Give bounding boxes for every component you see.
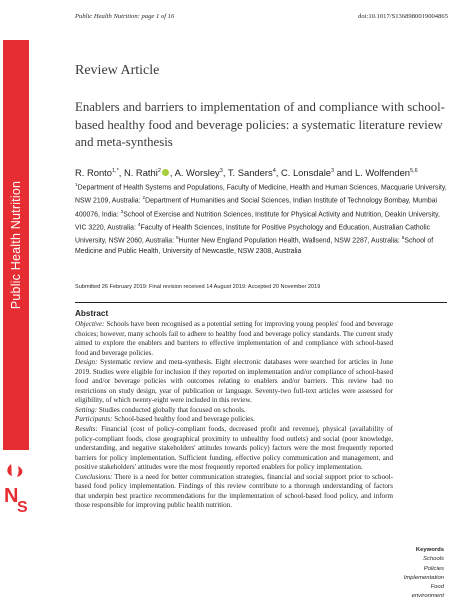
affiliation: Faculty of Health Sciences, Institute for Positive Psychology and Education, Australian Catholic University, NSW 2060, Australia: [75, 224, 431, 245]
affiliations: $^1$Department of Health Systems and Populations, Faculty of Medicine, Health and Human Sciences, Macquarie University, NSW 2109, Australia: $^2$Department of Humanities and Social Sciences, Indian Institute of Technology Bombay, Mumbai 400076, India: $^3$School of Exercise and Nutrition Sciences, Institute for Physical Activity and Nutrition, Deakin University, VIC 3220, Australia: $^4$Faculty of Health Sciences, Institute for Positive Psychology and Education, Australian Catholic University, NSW 2060, Australia: $^5$Hunter New England Population Health, Wallsend, NSW 2287, Australia: $^6$School of Medicine and Public Health, University of Newcastle, NSW 2308, Australia [75, 183, 447, 256]
abstract-paragraph: Results: Financial (cost of policy-compliant foods, decreased profit and revenue), physical (availability of policy-compliant foods, close geographical proximity to unhealthy food outlets) and social (poor knowledge, understanding, and negative stakeholders' attitudes towards policy) factors were the most frequently reported barriers for policy implementation. Sufficient funding, effective policy communication and management, and positive stakeholders' attitudes were the most frequently reported enablers for policy implementation. [75, 425, 393, 472]
keyword: Food environment [411, 584, 444, 600]
author-list: R. Ronto$^{1,*}$, N. Rathi$^2$ , A. Worsley$^3$, T. Sanders$^4$, C. Lonsdale$^3$ and L. Wolfenden$^{5,6}$ [75, 167, 418, 178]
article-title: Enablers and barriers to implementation of and compliance with school-based healthy food and beverage policies: a systematic literature review and meta-synthesis [75, 100, 445, 149]
keywords-box [398, 546, 444, 602]
abstract-heading: Abstract [75, 309, 109, 318]
submission-dates: Submitted 26 February 2019: Final revision received 14 August 2019: Accepted 20 November 2019 [75, 284, 321, 290]
author-affiliation-mark: 4 [272, 167, 276, 174]
journal-logo-icon [3, 462, 29, 522]
abstract-label: Design: [75, 358, 98, 367]
author-name: C. Lonsdale [280, 167, 332, 178]
abstract-label: Participants: [75, 415, 113, 424]
keyword: Implementation [403, 574, 444, 581]
svg-text:N: N [4, 485, 19, 507]
abstract-label: Objective: [75, 320, 105, 328]
author-name: A. Worsley [174, 167, 220, 178]
corresponding-author-mark: * [116, 167, 119, 174]
abstract-paragraph: Participants: School-based healthy food and beverage policies. [75, 415, 255, 424]
abstract-paragraph: Design: Systematic review and meta-synthesis. Eight electronic databases were searched for articles in June 2019. Studies were eligible for inclusion if they reported on implementation and/or compliance of school-based food and/or beverage policies with outcomes relating to enablers and/or barriers. This review had no restrictions on study design, year of publication or language. Seventy-two full-text articles were assessed for eligibility, of which twenty-eight were included in this review. [75, 358, 394, 405]
affiliation: Department of Health Systems and Populations, Faculty of Medicine, Health and Human Sciences, Macquarie University, NSW 2109, Australia: [75, 184, 447, 205]
divider [75, 302, 447, 303]
journal-name-vertical: Public Health Nutrition [9, 180, 23, 310]
author-affiliation-mark: 3 [331, 167, 335, 174]
orcid-icon[interactable] [162, 169, 169, 176]
keyword: Policies [423, 565, 444, 572]
author-name: R. Ronto [75, 167, 112, 178]
abstract-label: Results: [75, 425, 98, 434]
abstract-paragraph: Objective: Schools have been recognised as a potential setting for improving young peoples' food and beverage choices; however, many schools fail to adhere to healthy food and beverage policy standards. The current study aimed to explore the enablers and barriers to effective implementation of and compliance with school-based food and beverage policies. [75, 320, 393, 357]
running-header: Public Health Nutrition: page 1 of 16 [75, 13, 175, 20]
affiliation: Hunter New England Population Health, Wallsend, NSW 2287, Australia: [178, 237, 400, 245]
author-affiliation-mark: 3 [219, 167, 223, 174]
keyword: Schools [423, 556, 444, 563]
affiliation: School of Exercise and Nutrition Sciences, Institute for Physical Activity and Nutrition, Deakin University, VIC 3220, Australia: [75, 210, 440, 232]
doi[interactable]: doi:10.1017/S1368980019004865 [358, 13, 448, 20]
abstract-paragraph: Conclusions: There is a need for better communication strategies, financial and social support prior to school-based food policy implementation. Findings of this review contribute to a thorough understanding of factors that underpin best practice recommendations for the implementation of school-based food policy, and inform those responsible for improving public health nutrition. [75, 472, 393, 510]
affiliation: Department of Humanities and Social Sciences, Indian Institute of Technology Bombay, Mumbai 400076, India: [75, 197, 438, 218]
author-name: N. Rathi [123, 167, 158, 178]
keywords-heading: Keywords [415, 547, 444, 553]
author-name: T. Sanders [227, 167, 273, 178]
abstract-body [75, 320, 393, 511]
abstract-paragraph: Setting: Studies conducted globally that focused on schools. [75, 405, 246, 414]
journal-side-strip [0, 0, 32, 600]
abstract-label: Conclusions: [75, 472, 113, 481]
affiliation: School of Medicine and Public Health, University of Newcastle, NSW 2308, Australia [75, 237, 434, 256]
author-affiliation-mark: 2 [157, 167, 161, 174]
author-affiliation-mark: 5,6 [410, 167, 418, 174]
author-name: L. Wolfenden [354, 167, 411, 178]
author-affiliation-mark: 1, [112, 167, 117, 174]
svg-text:S: S [17, 499, 28, 516]
article-section: Review Article [75, 63, 160, 78]
abstract-label: Setting: [75, 405, 98, 414]
